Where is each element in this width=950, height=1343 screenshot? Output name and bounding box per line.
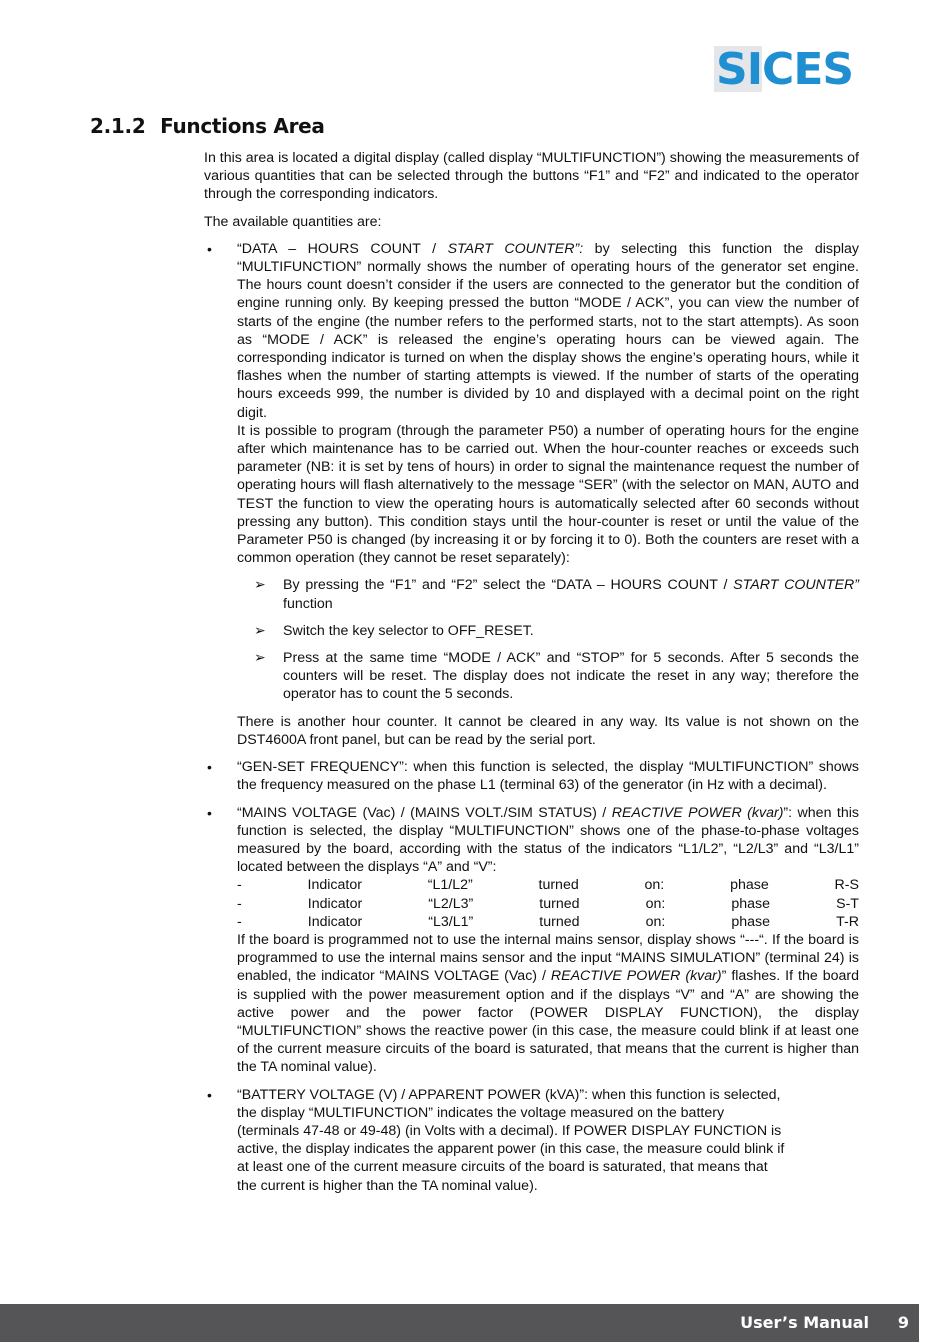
quantities-intro: The available quantities are:: [204, 213, 382, 230]
maintenance-description: It is possible to program (through the parameter P50) a number of operating hours for the engine after which maintenance has to be carried out. When the hour-counter reaches or exceeds such parameter (NB: it is set by tens of hours) in order to signal the maintenance request the number of operating hours will flash alternatively to the message “SER” (with the selector on MAN, AUTO and TEST the function to view the operating hours is automatically selected after 60 seconds without pressing any button). This condition stays until the hour-counter is reset or until the value of the Parameter P50 is changed (by increasing it or by forcing it to 0). Both the counters are reset with a common operation (they cannot be reset separately):: [237, 422, 859, 567]
page-number: 9: [897, 1313, 909, 1332]
arrow-bullet-icon: ➢: [254, 622, 266, 639]
section-title: Functions Area: [160, 114, 325, 138]
indicator-row: - Indicator “L2/L3” turned on: phase S-T: [237, 895, 859, 912]
reset-step: ➢ By pressing the “F1” and “F2” select the “DATA – HOURS COUNT / START COUNTER” function: [254, 577, 859, 612]
quantities-list: [204, 240, 859, 1195]
bullet-icon: •: [207, 240, 212, 257]
list-item-battery-voltage: [204, 1086, 859, 1195]
page-footer: [0, 1304, 919, 1342]
arrow-bullet-icon: ➢: [254, 650, 266, 667]
battery-voltage-description: “BATTERY VOLTAGE (V) / APPARENT POWER (kVA)”: when this function is selected, the display “MULTIFUNCTION” indicates the voltage measured on the battery (terminals 47-48 or 49-48) (in Volts with a decimal). If POWER DISPLAY FUNCTION is active, the display indicates the apparent power (in this case, the measure could blink if at least one of the current measure circuits of the board is saturated, that means that the current is higher than the TA nominal value).: [237, 1086, 785, 1194]
indicator-row: - Indicator “L1/L2” turned on: phase R-S: [237, 877, 859, 894]
list-item-data-hours: [204, 240, 859, 749]
footer-edge: [919, 1304, 950, 1342]
data-hours-description: “DATA – HOURS COUNT / START COUNTER”: by selecting this function the display “MULTIFUNCTION” normally shows the number of operating hours of the generator set engine. The hours count doesn’t consider if the users are connected to the generator but the condition of engine running only. By keeping pressed the button “MODE / ACK”, you can view the number of starts of the engine (the number refers to the performed starts, not to the start attempts). As soon as “MODE / ACK” is released the engine’s operating hours can be viewed again. The corresponding indicator is turned on when the display shows the engine’s operating hours, while it flashes when the number of starting attempts is viewed. If the number of starts of the operating hours exceeds 999, the number is divided by 10 and displayed with a decimal point on the right digit.: [237, 240, 859, 421]
section-heading: [90, 114, 325, 138]
reset-step: ➢ Press at the same time “MODE / ACK” and “STOP” for 5 seconds. After 5 seconds the counters will be reset. The display does not indicate the reset in any way; therefore the operator has to count the 5 seconds.: [254, 650, 859, 703]
list-item-mains-voltage: [204, 804, 859, 1077]
svg-text:SICES: SICES: [716, 46, 854, 92]
intro-paragraph: In this area is located a digital display (called display “MULTIFUNCTION”) showing the measurements of various quantities that can be selected through the buttons “F1” and “F2” and indicated to the operator through the corresponding indicators.: [204, 150, 859, 203]
section-number: 2.1.2: [90, 114, 146, 138]
mains-voltage-description: “MAINS VOLTAGE (Vac) / (MAINS VOLT./SIM STATUS) / REACTIVE POWER (kvar)”: when this function is selected, the display “MULTIFUNCTION” shows one of the phase-to-phase voltages measured by the board, according with the status of the indicators “L1/L2”, “L2/L3” and “L3/L1” located between the displays “A” and “V”:: [237, 804, 859, 876]
arrow-bullet-icon: ➢: [254, 577, 266, 594]
list-item-genset-frequency: [204, 758, 859, 794]
bullet-icon: •: [207, 1086, 212, 1103]
bullet-icon: •: [207, 759, 212, 776]
manual-title: User’s Manual: [740, 1313, 869, 1332]
reset-step: ➢ Switch the key selector to OFF_RESET.: [254, 622, 534, 639]
indicator-row: - Indicator “L3/L1” turned on: phase T-R: [237, 913, 859, 930]
mains-sensor-note: If the board is programmed not to use the internal mains sensor, display shows “---“. If the board is programmed to use the internal mains sensor and the input “MAINS SIMULATION” (terminal 24) is enabled, the indicator “MAINS VOLTAGE (Vac) / REACTIVE POWER (kvar)” flashes. If the board is supplied with the power measurement option and if the displays “V” and “A” are showing the active power and the power factor (POWER DISPLAY FUNCTION), the display “MULTIFUNCTION” shows the reactive power (in this case, the measure could blink if at least one of the current measure circuits of the board is saturated, that means that the current is higher than the TA nominal value).: [237, 931, 859, 1076]
hour-counter-note: There is another hour counter. It cannot be cleared in any way. Its value is not shown on the DST4600A front panel, but can be read by the serial port.: [237, 713, 859, 748]
main-content: [204, 149, 859, 1204]
genset-frequency-description: “GEN-SET FREQUENCY”: when this function is selected, the display “MULTIFUNCTION” shows the frequency measured on the phase L1 (terminal 63) of the generator (in Hz with a decimal).: [237, 759, 859, 794]
reset-steps: [237, 576, 859, 703]
sices-logo: [714, 46, 896, 92]
bullet-icon: •: [207, 804, 212, 821]
